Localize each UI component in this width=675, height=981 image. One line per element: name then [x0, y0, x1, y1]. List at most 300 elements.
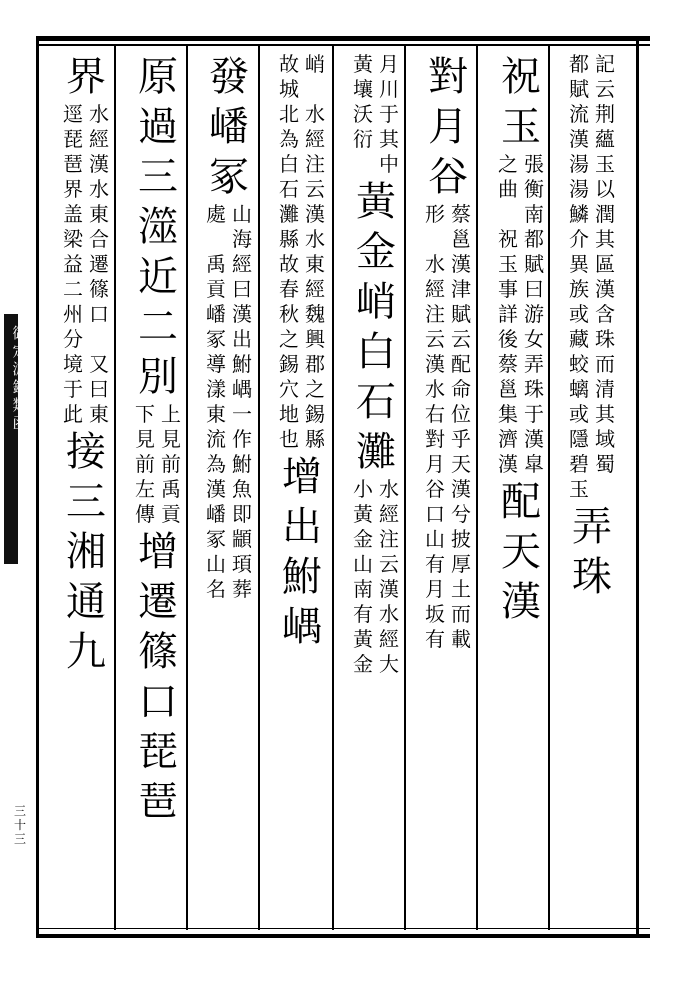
- headword-char: 湘: [66, 529, 106, 575]
- annotation-char: 上: [161, 402, 181, 426]
- frame-top-rule: [36, 36, 650, 41]
- annotation-char: 山: [353, 552, 373, 576]
- annotation-char: 經: [379, 627, 399, 651]
- annotation-char: 都: [524, 227, 544, 251]
- annotation-char: 云: [451, 327, 471, 351]
- annotation-char: 天: [451, 452, 471, 476]
- annotation-char: 水: [89, 177, 109, 201]
- annotation-char: 合: [89, 227, 109, 251]
- headword-char: 出: [282, 504, 322, 550]
- annotation-right-line: [378, 52, 400, 177]
- headword: [137, 252, 179, 402]
- annotation-left-line: [497, 152, 519, 477]
- annotation-char: 云: [425, 327, 445, 351]
- annotation-char: 以: [595, 177, 615, 201]
- headword: [500, 477, 542, 627]
- annotation-char: 壤: [353, 77, 373, 101]
- annotation-char: 北: [279, 102, 299, 126]
- headword-char: 發: [209, 54, 249, 100]
- annotation-char: 處: [206, 202, 226, 226]
- headword-char: 冢: [209, 154, 249, 200]
- headword-char: 通: [66, 579, 106, 625]
- annotation-char: 津: [451, 277, 471, 301]
- annotation-right-line: [231, 202, 253, 602]
- annotation-char: 州: [63, 302, 83, 326]
- text-column: [50, 52, 122, 926]
- frame-right-rule: [636, 36, 639, 938]
- annotation-char: 湯: [569, 177, 589, 201]
- headword-char: 過: [138, 104, 178, 150]
- annotation-char: 黃: [353, 502, 373, 526]
- annotation-char: 于: [63, 377, 83, 401]
- headword-char: 玉: [501, 104, 541, 150]
- annotation-char: 益: [63, 252, 83, 276]
- annotation-char: 冢: [206, 327, 226, 351]
- annotation-char: 蔡: [498, 352, 518, 376]
- annotation-char: 異: [569, 252, 589, 276]
- headword-char: 接: [66, 429, 106, 475]
- annotation-char: 集: [498, 402, 518, 426]
- annotation-char: 漾: [206, 377, 226, 401]
- annotation-char: 鮒: [232, 352, 252, 376]
- headword-char: 別: [138, 354, 178, 400]
- annotation-char: 之: [498, 152, 518, 176]
- annotation-char: 石: [279, 177, 299, 201]
- annotation-char: 作: [232, 427, 252, 451]
- annotation-char: 經: [425, 277, 445, 301]
- annotation-char: 故: [279, 252, 299, 276]
- frame-bottom-inner-rule: [36, 928, 650, 929]
- annotation-pair: [568, 52, 616, 502]
- margin-title-char: 鑑: [12, 378, 28, 396]
- text-column: [556, 52, 628, 926]
- annotation-char: 水: [425, 252, 445, 276]
- headword: [355, 327, 397, 477]
- annotation-char: [304, 77, 326, 102]
- annotation-pair: [352, 52, 400, 177]
- annotation-char: 于: [524, 402, 544, 426]
- annotation-char: 之: [279, 327, 299, 351]
- annotation-char: 皐: [524, 452, 544, 476]
- annotation-char: 郡: [305, 352, 325, 376]
- annotation-char: 隱: [569, 427, 589, 451]
- annotation-char: 云: [379, 552, 399, 576]
- annotation-left-line: [568, 52, 590, 502]
- annotation-char: 漢: [595, 277, 615, 301]
- annotation-char: 注: [305, 152, 325, 176]
- annotation-char: 灘: [279, 202, 299, 226]
- annotation-char: 禹: [206, 252, 226, 276]
- annotation-char: 經: [305, 277, 325, 301]
- headword: [137, 52, 179, 252]
- annotation-char: 有: [425, 552, 445, 576]
- annotation-char: 載: [451, 627, 471, 651]
- annotation-char: 地: [279, 402, 299, 426]
- annotation-char: 水: [425, 377, 445, 401]
- annotation-char: 曰: [232, 277, 252, 301]
- annotation-char: 金: [353, 652, 373, 676]
- annotation-char: 土: [451, 577, 471, 601]
- text-column: [412, 52, 484, 926]
- annotation-char: 事: [498, 277, 518, 301]
- annotation-pair: [62, 102, 110, 427]
- annotation-char: 即: [232, 502, 252, 526]
- annotation-char: 中: [379, 152, 399, 176]
- annotation-char: 漢: [569, 127, 589, 151]
- annotation-char: 潤: [595, 202, 615, 226]
- annotation-char: 張: [524, 152, 544, 176]
- headword-char: 峭: [356, 279, 396, 325]
- annotation-char: 錫: [305, 402, 325, 426]
- headword-char: 三: [138, 154, 178, 200]
- headword: [571, 502, 613, 602]
- annotation-char: 又: [89, 352, 109, 376]
- annotation-char: 禹: [161, 477, 181, 501]
- margin-title: [12, 324, 28, 432]
- annotation-char: 濟: [498, 427, 518, 451]
- annotation-char: 經: [232, 252, 252, 276]
- annotation-char: 蔡: [451, 202, 471, 226]
- margin-title-char: 定: [12, 342, 28, 360]
- annotation-char: 或: [569, 402, 589, 426]
- annotation-pair: [497, 152, 545, 477]
- annotation-char: 配: [451, 352, 471, 376]
- annotation-char: 經: [89, 127, 109, 151]
- annotation-char: 命: [451, 377, 471, 401]
- annotation-left-line: [352, 477, 374, 677]
- margin-title-char: 淵: [12, 360, 28, 378]
- annotation-char: 縣: [305, 427, 325, 451]
- annotation-char: 此: [63, 402, 83, 426]
- annotation-char: 葬: [232, 577, 252, 601]
- annotation-char: 有: [353, 602, 373, 626]
- annotation-char: 下: [135, 402, 155, 426]
- annotation-char: 水: [305, 227, 325, 251]
- annotation-char: 其: [595, 227, 615, 251]
- annotation-char: 見: [135, 427, 155, 451]
- headword-char: 原: [138, 54, 178, 100]
- annotation-char: 漢: [379, 577, 399, 601]
- annotation-char: 錫: [279, 352, 299, 376]
- annotation-char: 衡: [524, 177, 544, 201]
- annotation-char: 厚: [451, 552, 471, 576]
- headword: [65, 427, 107, 577]
- annotation-char: 蜀: [595, 452, 615, 476]
- headword-char: 增: [138, 529, 178, 575]
- annotation-char: 白: [279, 152, 299, 176]
- annotation-char: 女: [524, 327, 544, 351]
- annotation-char: 東: [206, 402, 226, 426]
- page-number: 三 十 三: [14, 804, 27, 846]
- annotation-char: 漢: [232, 302, 252, 326]
- annotation-char: 也: [279, 427, 299, 451]
- annotation-char: 水: [379, 602, 399, 626]
- text-column: [122, 52, 194, 926]
- annotation-char: 川: [379, 77, 399, 101]
- annotation-pair: [134, 402, 182, 527]
- annotation-char: 之: [305, 377, 325, 401]
- annotation-char: 漢: [305, 202, 325, 226]
- headword-char: 珠: [572, 554, 612, 600]
- headword-char: 配: [501, 479, 541, 525]
- annotation-char: 顓: [232, 527, 252, 551]
- annotation-char: 魚: [232, 477, 252, 501]
- annotation-char: 位: [451, 402, 471, 426]
- annotation-char: 為: [279, 127, 299, 151]
- annotation-char: 邕: [451, 227, 471, 251]
- annotation-char: 鮒: [232, 452, 252, 476]
- annotation-char: 城: [279, 77, 299, 101]
- margin-title-char: 函: [12, 414, 28, 432]
- annotation-char: 玉: [498, 252, 518, 276]
- headword: [65, 52, 107, 102]
- annotation-char: 有: [425, 627, 445, 651]
- annotation-char: 界: [63, 177, 83, 201]
- annotation-char: 云: [305, 177, 325, 201]
- annotation-char: 漢: [451, 252, 471, 276]
- annotation-right-line: [378, 477, 400, 677]
- annotation-char: 清: [595, 377, 615, 401]
- annotation-left-line: [62, 102, 84, 427]
- annotation-char: 分: [63, 327, 83, 351]
- headword: [208, 52, 250, 202]
- annotation-char: 詳: [498, 302, 518, 326]
- annotation-char: 而: [451, 602, 471, 626]
- annotation-char: 前: [135, 452, 155, 476]
- headword-char: 石: [356, 379, 396, 425]
- annotation-char: 于: [379, 102, 399, 126]
- annotation-char: 大: [379, 652, 399, 676]
- annotation-char: 導: [206, 352, 226, 376]
- annotation-char: 漢: [89, 152, 109, 176]
- text-column: [485, 52, 557, 926]
- annotation-char: 前: [161, 452, 181, 476]
- annotation-char: 嶓: [206, 502, 226, 526]
- annotation-char: 賦: [524, 252, 544, 276]
- annotation-right-line: [594, 52, 616, 502]
- annotation-char: 傳: [135, 502, 155, 526]
- headword-char: 弄: [572, 504, 612, 550]
- annotation-char: 游: [524, 302, 544, 326]
- annotation-right-line: [450, 202, 472, 652]
- annotation-char: 冢: [206, 527, 226, 551]
- annotation-char: 秋: [279, 302, 299, 326]
- annotation-char: 小: [353, 477, 373, 501]
- headword-char: 三: [66, 479, 106, 525]
- annotation-char: 區: [595, 252, 615, 276]
- annotation-char: 為: [206, 452, 226, 476]
- frame-top-inner-rule: [36, 44, 650, 46]
- annotation-char: 遷: [89, 252, 109, 276]
- headword: [500, 52, 542, 152]
- annotation-char: 流: [569, 102, 589, 126]
- annotation-char: 南: [524, 202, 544, 226]
- annotation-char: 興: [305, 327, 325, 351]
- annotation-char: 貢: [206, 277, 226, 301]
- page-margin: [4, 52, 34, 926]
- headword-char: 近: [138, 254, 178, 300]
- annotation-char: 或: [569, 302, 589, 326]
- annotation-char: 黃: [353, 627, 373, 651]
- frame-bottom-rule: [36, 934, 650, 938]
- annotation-char: 縣: [279, 227, 299, 251]
- annotation-char: 魏: [305, 302, 325, 326]
- annotation-char: 頊: [232, 552, 252, 576]
- annotation-char: 都: [569, 52, 589, 76]
- margin-title-char: 御: [12, 324, 28, 342]
- annotation-char: 盖: [63, 202, 83, 226]
- annotation-char: 賦: [569, 77, 589, 101]
- annotation-char: 月: [425, 577, 445, 601]
- annotation-char: 而: [595, 352, 615, 376]
- annotation-pair: [424, 202, 472, 652]
- annotation-char: 記: [595, 52, 615, 76]
- annotation-char: 漢: [206, 477, 226, 501]
- annotation-char: 祝: [498, 227, 518, 251]
- annotation-char: 故: [279, 52, 299, 76]
- annotation-char: 出: [232, 327, 252, 351]
- annotation-pair: [205, 202, 253, 602]
- headword-char: 谷: [428, 154, 468, 200]
- annotation-char: [205, 227, 227, 252]
- annotation-char: 含: [595, 302, 615, 326]
- annotation-char: 形: [425, 202, 445, 226]
- annotation-char: 水: [89, 102, 109, 126]
- annotation-pair: [352, 477, 400, 677]
- annotation-right-line: [88, 102, 110, 427]
- annotation-char: 嵎: [232, 377, 252, 401]
- frame-left-rule: [36, 36, 39, 938]
- annotation-char: 水: [305, 102, 325, 126]
- margin-title-char: 類: [12, 396, 28, 414]
- annotation-char: 其: [595, 402, 615, 426]
- annotation-char: 介: [569, 227, 589, 251]
- annotation-char: 衍: [353, 127, 373, 151]
- annotation-left-line: [424, 202, 446, 652]
- annotation-char: 琶: [63, 152, 83, 176]
- headword-char: 灘: [356, 429, 396, 475]
- annotation-char: 貢: [161, 502, 181, 526]
- annotation-char: 蛟: [569, 352, 589, 376]
- headword-char: 嶓: [209, 104, 249, 150]
- annotation-char: 玉: [569, 477, 589, 501]
- annotation-char: 琵: [63, 127, 83, 151]
- annotation-char: 東: [305, 252, 325, 276]
- annotation-char: 海: [232, 227, 252, 251]
- annotation-char: 域: [595, 427, 615, 451]
- annotation-char: 左: [135, 477, 155, 501]
- annotation-char: 碧: [569, 452, 589, 476]
- annotation-char: 黃: [353, 52, 373, 76]
- headword-char: 琶: [138, 779, 178, 825]
- annotation-char: 其: [379, 127, 399, 151]
- annotation-char: 南: [353, 577, 373, 601]
- annotation-char: 山: [425, 527, 445, 551]
- annotation-char: 逕: [63, 102, 83, 126]
- headword-char: 澨: [138, 204, 178, 250]
- annotation-char: 金: [353, 527, 373, 551]
- annotation-char: 二: [63, 277, 83, 301]
- annotation-char: 族: [569, 277, 589, 301]
- annotation-pair: [278, 52, 326, 452]
- annotation-char: 峭: [305, 52, 325, 76]
- headword: [427, 52, 469, 202]
- annotation-char: 珠: [595, 327, 615, 351]
- text-column: [193, 52, 265, 926]
- annotation-char: 乎: [451, 427, 471, 451]
- annotation-char: 曰: [524, 277, 544, 301]
- annotation-char: 坂: [425, 602, 445, 626]
- annotation-char: 賦: [451, 302, 471, 326]
- headword-char: 黃: [356, 179, 396, 225]
- annotation-char: 經: [379, 502, 399, 526]
- annotation-char: 披: [451, 527, 471, 551]
- headword-char: 嵎: [282, 604, 322, 650]
- annotation-right-line: [160, 402, 182, 527]
- annotation-char: 蘊: [595, 127, 615, 151]
- annotation-char: 水: [379, 477, 399, 501]
- text-column: [266, 52, 338, 926]
- headword-char: 琵: [138, 729, 178, 775]
- headword: [355, 177, 397, 327]
- annotation-char: 後: [498, 327, 518, 351]
- annotation-char: 嶓: [206, 302, 226, 326]
- annotation-char: 右: [425, 402, 445, 426]
- headword-char: 祝: [501, 54, 541, 100]
- annotation-char: 東: [89, 202, 109, 226]
- headword-char: 鮒: [282, 554, 322, 600]
- annotation-char: 注: [379, 527, 399, 551]
- headword-char: 金: [356, 229, 396, 275]
- annotation-char: 邕: [498, 377, 518, 401]
- annotation-char: 流: [206, 427, 226, 451]
- headword-char: 白: [356, 329, 396, 375]
- headword-char: 九: [66, 629, 106, 675]
- text-column: [340, 52, 412, 926]
- annotation-char: 東: [89, 402, 109, 426]
- annotation-char: 藏: [569, 327, 589, 351]
- annotation-char: 境: [63, 352, 83, 376]
- annotation-char: 篠: [89, 277, 109, 301]
- headword: [281, 452, 323, 652]
- headword: [137, 727, 179, 827]
- annotation-char: 荆: [595, 102, 615, 126]
- annotation-char: [88, 327, 110, 352]
- annotation-char: 口: [425, 502, 445, 526]
- annotation-char: 月: [425, 452, 445, 476]
- annotation-char: 對: [425, 427, 445, 451]
- headword-char: 天: [501, 529, 541, 575]
- annotation-left-line: [278, 52, 300, 452]
- annotation-char: 口: [89, 302, 109, 326]
- headword-char: 遷: [138, 579, 178, 625]
- annotation-char: [424, 227, 446, 252]
- annotation-char: 弄: [524, 352, 544, 376]
- annotation-char: 穴: [279, 377, 299, 401]
- annotation-char: 湯: [569, 152, 589, 176]
- annotation-char: 一: [232, 402, 252, 426]
- annotation-char: 名: [206, 577, 226, 601]
- headword-char: 口: [138, 679, 178, 725]
- annotation-char: 山: [232, 202, 252, 226]
- annotation-char: 玉: [595, 152, 615, 176]
- annotation-char: [497, 202, 519, 227]
- annotation-right-line: [523, 152, 545, 477]
- annotation-char: 月: [379, 52, 399, 76]
- headword: [137, 527, 179, 727]
- annotation-char: 曲: [498, 177, 518, 201]
- annotation-char: 螭: [569, 377, 589, 401]
